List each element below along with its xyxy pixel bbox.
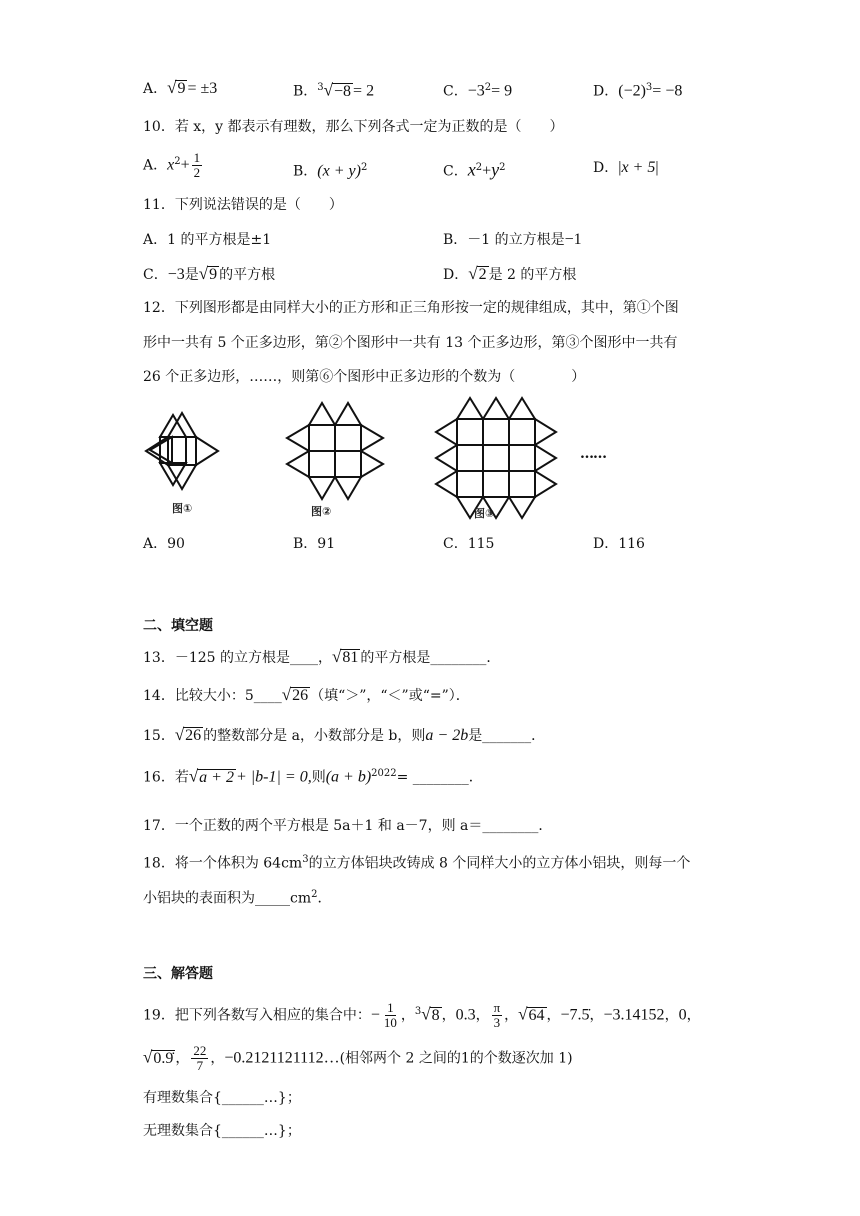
q14: 14．比较大小：5____√26 （填“＞”，“＜”或“=”）． (143, 685, 470, 704)
q19-line1: 19．把下列各数写入相应的集合中：− $\frac{1}{10}$ ，$^3$√8 ，0.3， $\frac{\pi}{3}$ ，√64 ，−7.5̇，−3.14152，0， (143, 1000, 701, 1031)
q15: 15．√26 的整数部分是 a，小数部分是 b，则a − 2b是_______． (143, 725, 546, 744)
q11-option-a[interactable]: A．1 的平方根是±1 (143, 232, 272, 248)
q17: 17．一个正数的两个平方根是 5a＋1 和 a－7，则 a＝________． (143, 818, 553, 834)
q9-option-d[interactable]: D．$(-2)^3= -8$ (593, 82, 683, 100)
fraction: $\frac{1}{2}$ (193, 150, 201, 181)
figure-3-main (436, 398, 556, 518)
figure-1-main (146, 413, 218, 489)
q10-option-d[interactable]: D．|x + 5| (593, 159, 659, 176)
section-fill-in-title: 二、填空题 (143, 618, 213, 634)
q12-option-b[interactable]: B．91 (293, 536, 336, 552)
figure-2-label: 图② (311, 505, 332, 518)
q10-option-b[interactable]: B．$(x + y)^2$ (293, 162, 368, 180)
q12-option-c[interactable]: C．115 (443, 536, 495, 552)
section-answer-title: 三、解答题 (143, 966, 213, 982)
figure-2-main (287, 403, 383, 499)
fraction: $\frac{1}{10}$ (383, 1000, 397, 1031)
figure-3-label: 图③ (474, 507, 495, 520)
q11-option-d[interactable]: D．√2 是 2 的平方根 (443, 264, 577, 283)
q9-option-a[interactable]: A．√9 = ±3 (143, 78, 218, 97)
q13: 13．－125 的立方根是____，√81 的平方根是________． (143, 647, 501, 666)
rational-set: 有理数集合{______…}； (143, 1090, 301, 1106)
q10-option-a[interactable]: A．$x^2+$ $\frac{1}{2}$ (143, 150, 201, 181)
q10-option-c[interactable]: C．$x^2+y^2$ (443, 159, 506, 180)
fraction: $\frac{22}{7}$ (193, 1043, 207, 1073)
q9-option-b[interactable]: B．$^3$√−8 = 2 (293, 80, 375, 100)
q12-stem-line2: 形中一共有 5 个正多边形，第②个图形中一共有 13 个正多边形，第③个图形中一共有 (143, 335, 678, 351)
q12-stem-line1: 12．下列图形都是由同样大小的正方形和正三角形按一定的规律组成，其中，第①个图 (143, 300, 679, 316)
q12-stem-line3: 26 个正多边形，……，则第⑥个图形中正多边形的个数为（ ） (143, 369, 586, 385)
figure-1-label: 图① (172, 502, 193, 515)
q12-pattern-figures (140, 395, 560, 523)
fraction: $\frac{\pi}{3}$ (493, 1000, 501, 1031)
q18-line2: 小铝块的表面积为$\_\_\_\_\_cm^2$． (143, 889, 332, 907)
q16: 16．若√a + 2 + |b-1| = 0,则$(a + b)^{2022}=$ ________． (143, 766, 483, 786)
q19-line2: √0.9̇ ， $\frac{22}{7}$ ，−0.2121121112…(相邻两个 2 之间的1的个数逐次加 1) (143, 1043, 573, 1073)
irrational-set: 无理数集合{______…}； (143, 1123, 301, 1139)
q11-option-b[interactable]: B．－1 的立方根是−1 (443, 231, 582, 248)
figure-ellipsis: …… (580, 446, 606, 462)
q11-stem: 11．下列说法错误的是（ ） (143, 197, 343, 213)
q10-stem: 10．若 x，y 都表示有理数，那么下列各式一定为正数的是（ ） (143, 119, 564, 135)
q11-option-c[interactable]: C．−3是√9 的平方根 (143, 264, 276, 283)
q9-option-c[interactable]: C．$-3^2= 9$ (443, 82, 513, 100)
q18-line1: 18．将一个体积为 $64cm^3$的立方体铝块改铸成 8 个同样大小的立方体小铝块，则每一个 (143, 854, 691, 872)
q12-option-d[interactable]: D．116 (593, 536, 645, 552)
q12-option-a[interactable]: A．90 (143, 536, 185, 552)
